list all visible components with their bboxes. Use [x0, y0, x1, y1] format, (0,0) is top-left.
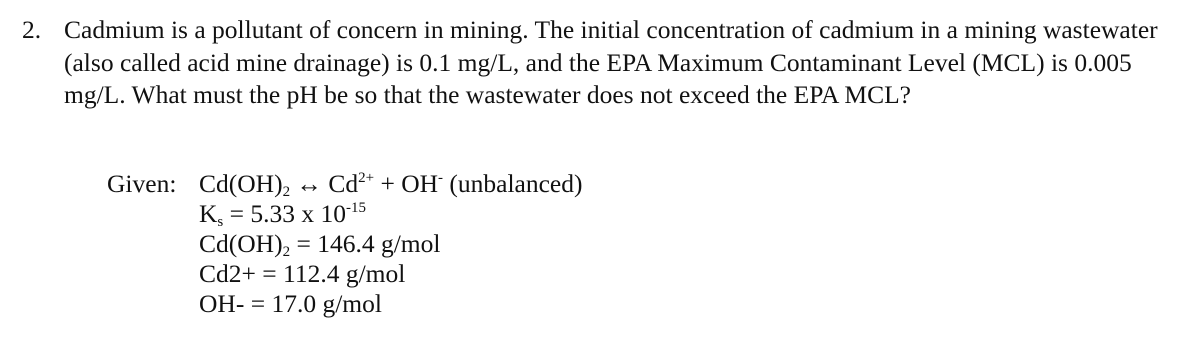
reactant-subscript: 2: [282, 184, 291, 200]
ks-subscript: s: [217, 214, 224, 230]
given-molar-mass-row-3: [107, 289, 583, 319]
reaction-note: (unbalanced): [443, 169, 583, 198]
product-hydroxide: + OH: [374, 169, 439, 198]
given-molar-mass-row-2: [107, 259, 583, 289]
ks-symbol: K: [199, 199, 218, 228]
molar-mass-cd: Cd2+ = 112.4 g/mol: [199, 259, 406, 288]
hydroxide-charge: -: [438, 170, 444, 186]
equilibrium-arrow: ↔: [290, 169, 329, 198]
cdoh2-species: Cd(OH): [199, 229, 283, 258]
given-label: Given:: [107, 169, 177, 198]
problem-number: 2.: [22, 15, 42, 44]
reactant: Cd(OH): [199, 169, 283, 198]
cdoh2-subscript: 2: [282, 244, 291, 260]
reaction-equation: [199, 169, 583, 199]
molar-mass-cdoh2: [199, 229, 440, 259]
cadmium-charge: 2+: [358, 170, 375, 186]
given-ks-row: [107, 199, 583, 229]
cdoh2-value: = 146.4 g/mol: [290, 229, 441, 258]
given-block: [107, 169, 583, 319]
given-molar-mass-row-1: [107, 229, 583, 259]
problem-text: Cadmium is a pollutant of concern in mining. The initial concentration of cadmium in a mining wastewater (also called acid mine drainage) is 0.1 mg/L, and the EPA Maximum Contaminant Level (MCL) is 0.005 mg/L. What must the pH be so that the wastewater does not exceed the EPA MCL?: [64, 15, 1158, 109]
problem-statement: [22, 14, 1182, 112]
ks-value: [199, 199, 366, 229]
ks-equals: = 5.33 x 10: [223, 199, 347, 228]
product-cadmium: Cd: [328, 169, 359, 198]
molar-mass-oh: OH- = 17.0 g/mol: [199, 289, 382, 318]
ks-exponent: -15: [346, 200, 367, 216]
given-reaction-row: [107, 169, 583, 199]
